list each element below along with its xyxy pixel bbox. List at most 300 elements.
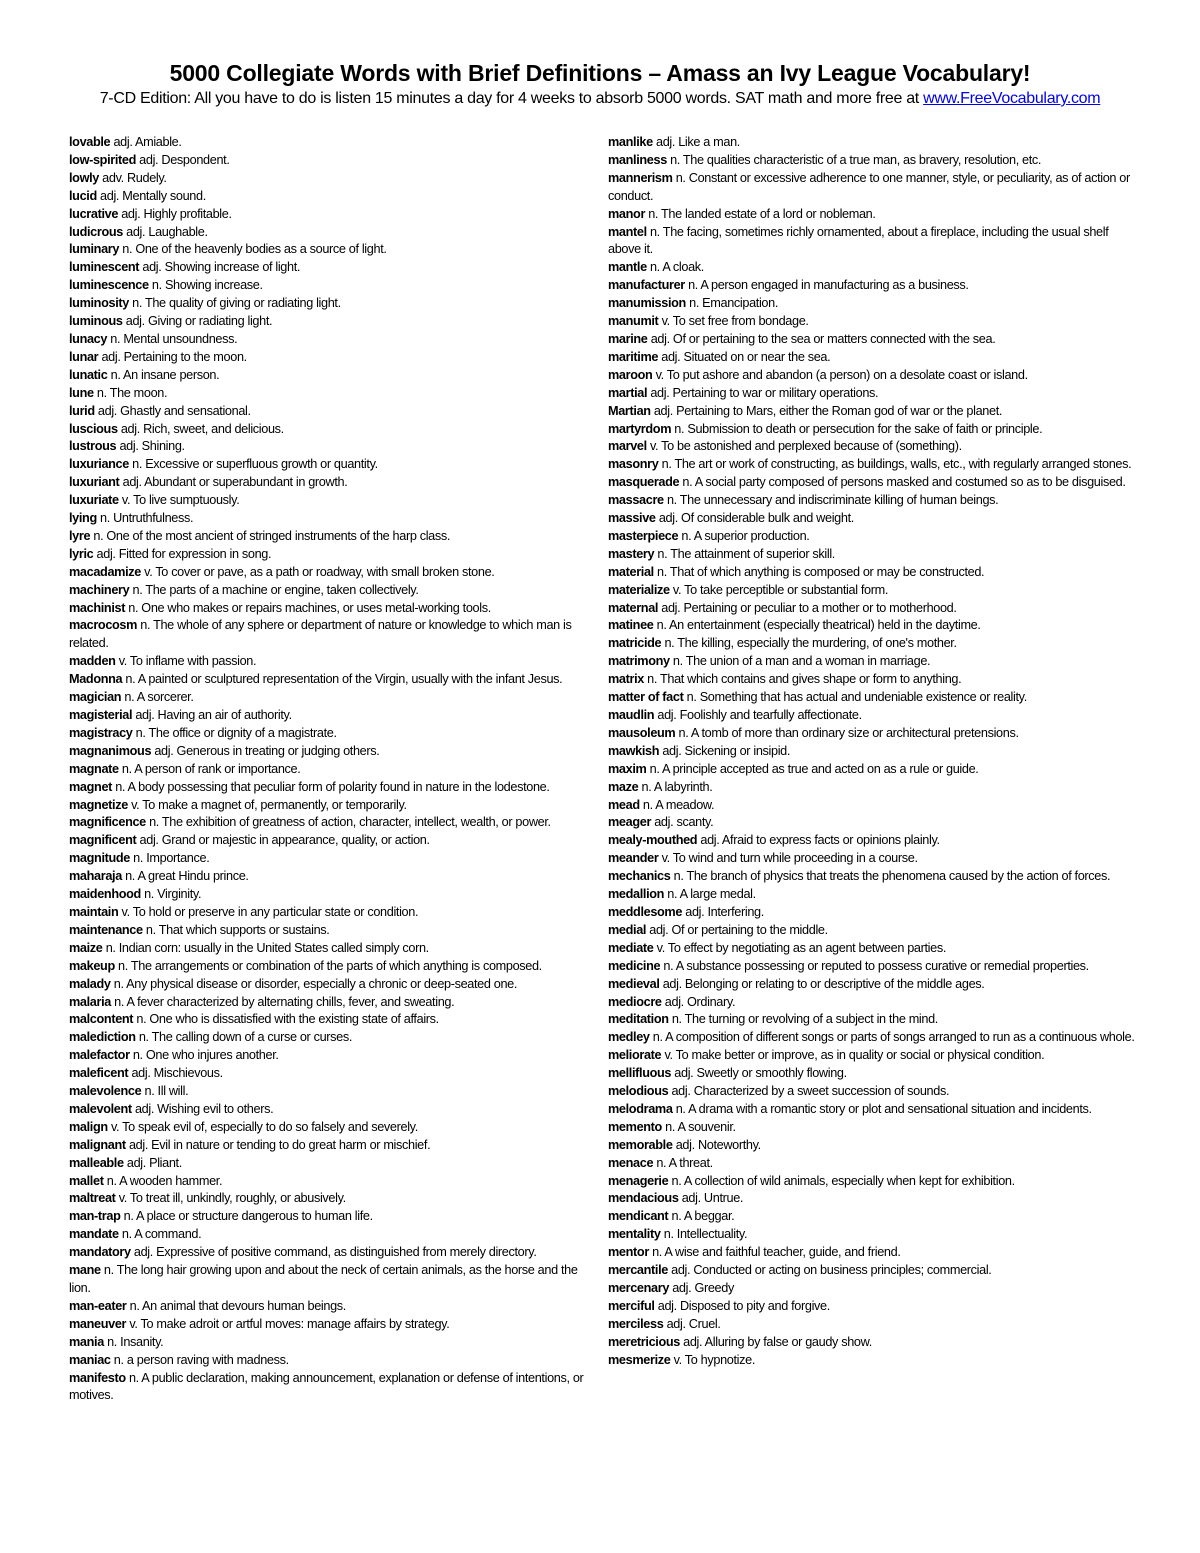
vocab-entry <box>608 313 1136 331</box>
vocab-definition: n. A labyrinth. <box>638 779 713 794</box>
vocab-definition: n. A superior production. <box>678 528 810 543</box>
vocab-entry <box>69 814 585 832</box>
vocab-definition: adj. Of or pertaining to the sea or matters connected with the sea. <box>647 331 996 346</box>
vocab-entry <box>608 994 1136 1012</box>
vocab-word: malevolence <box>69 1084 142 1099</box>
vocab-word: machinist <box>69 600 126 615</box>
vocab-entry <box>69 1119 585 1137</box>
vocab-definition: adj. Shining. <box>116 439 185 454</box>
vocab-definition: adj. Interfering. <box>682 904 764 919</box>
vocab-entry <box>69 528 585 546</box>
vocab-entry <box>69 743 585 761</box>
vocab-definition: n. A drama with a romantic story or plot and sensational situation and incidents. <box>672 1101 1092 1116</box>
vocab-word: maneuver <box>69 1316 127 1331</box>
vocab-definition: n. A person engaged in manufacturing as a business. <box>684 278 969 293</box>
vocab-entry <box>69 510 585 528</box>
vocab-entry <box>608 438 1136 456</box>
vocab-definition: adj. Laughable. <box>122 224 208 239</box>
vocab-entry <box>608 1298 1136 1316</box>
vocab-definition: adj. Of considerable bulk and weight. <box>655 511 854 526</box>
vocab-definition: v. To speak evil of, especially to do so falsely and severely. <box>107 1119 418 1134</box>
vocab-definition: n. A composition of different songs or parts of songs arranged to run as a continuous whole. <box>649 1030 1135 1045</box>
vocab-definition: n. The arrangements or combination of the parts of which anything is composed. <box>114 958 542 973</box>
vocab-entry <box>608 582 1136 600</box>
vocab-word: meditation <box>608 1012 669 1027</box>
vocab-definition: n. A collection of wild animals, especially when kept for exhibition. <box>668 1173 1015 1188</box>
vocab-word: luscious <box>69 421 118 436</box>
vocab-definition: n. Ill will. <box>141 1084 189 1099</box>
vocab-word: masquerade <box>608 475 680 490</box>
vocab-word: mantle <box>608 260 647 275</box>
vocab-definition: n. Virginity. <box>140 887 202 902</box>
vocab-definition: n. The union of a man and a woman in marriage. <box>669 654 931 669</box>
vocab-word: lunacy <box>69 331 108 346</box>
vocab-word: malign <box>69 1119 108 1134</box>
vocab-entry <box>608 134 1136 152</box>
vocab-entry <box>608 492 1136 510</box>
vocab-entry <box>69 850 585 868</box>
vocab-word: lyric <box>69 546 94 561</box>
vocab-entry <box>69 313 585 331</box>
vocab-definition: n. A wooden hammer. <box>103 1173 223 1188</box>
vocab-word: malleable <box>69 1155 124 1170</box>
vocab-word: matinee <box>608 618 654 633</box>
vocab-word: mastery <box>608 546 655 561</box>
vocab-definition: n. A beggar. <box>668 1209 735 1224</box>
vocab-word: lucrative <box>69 206 119 221</box>
vocab-word: mendicant <box>608 1209 669 1224</box>
vocab-definition: adj. Alluring by false or gaudy show. <box>679 1334 872 1349</box>
page-header <box>0 58 1200 110</box>
vocab-entry <box>608 689 1136 707</box>
vocab-word: macrocosm <box>69 618 138 633</box>
vocab-definition: n. A meadow. <box>639 797 715 812</box>
vocab-definition: adj. Cruel. <box>663 1316 721 1331</box>
vocab-definition: n. A principle accepted as true and acted on as a rule or guide. <box>646 761 979 776</box>
vocab-entry <box>69 689 585 707</box>
vocab-word: maintain <box>69 904 119 919</box>
vocab-entry <box>608 224 1136 260</box>
vocab-definition: adj. Pertaining to the moon. <box>98 349 247 364</box>
website-link[interactable]: www.FreeVocabulary.com <box>923 90 1101 107</box>
vocab-entry <box>608 1316 1136 1334</box>
vocab-entry <box>69 474 585 492</box>
vocab-word: mawkish <box>608 743 660 758</box>
vocab-word: maze <box>608 779 639 794</box>
vocab-word: melodious <box>608 1084 669 1099</box>
vocab-word: matter of fact <box>608 690 684 705</box>
vocab-word: macadamize <box>69 564 141 579</box>
vocab-entry <box>608 510 1136 528</box>
vocab-definition: n. A place or structure dangerous to human life. <box>120 1209 373 1224</box>
vocab-word: meager <box>608 815 652 830</box>
vocab-definition: n. A souvenir. <box>661 1119 736 1134</box>
vocab-definition: adj. Grand or majestic in appearance, quality, or action. <box>136 833 430 848</box>
vocab-definition: adj. Showing increase of light. <box>139 260 301 275</box>
vocab-definition: n. One who makes or repairs machines, or uses metal-working tools. <box>125 600 491 615</box>
vocab-word: makeup <box>69 958 115 973</box>
vocab-definition: adj. Untrue. <box>678 1191 744 1206</box>
vocab-entry <box>69 725 585 743</box>
vocab-definition: n. That which contains and gives shape or form to anything. <box>643 672 962 687</box>
vocab-entry <box>608 707 1136 725</box>
vocab-entry <box>608 1190 1136 1208</box>
vocab-entry <box>608 635 1136 653</box>
vocab-definition: v. To be astonished and perplexed because of (something). <box>646 439 962 454</box>
vocab-word: material <box>608 564 654 579</box>
vocab-entry <box>69 707 585 725</box>
vocab-definition: adj. Like a man. <box>652 135 740 149</box>
vocab-entry <box>608 1137 1136 1155</box>
vocab-entry <box>608 779 1136 797</box>
vocab-word: melodrama <box>608 1101 673 1116</box>
vocab-entry <box>608 385 1136 403</box>
vocab-definition: n. That which supports or sustains. <box>142 922 330 937</box>
vocab-word: manliness <box>608 152 667 167</box>
vocab-word: matrix <box>608 672 644 687</box>
vocab-definition: n. A substance possessing or reputed to possess curative or remedial properties. <box>660 958 1089 973</box>
vocab-entry <box>69 1083 585 1101</box>
vocab-word: maharaja <box>69 869 122 884</box>
vocab-entry <box>69 832 585 850</box>
vocab-definition: n. Something that has actual and undeniable existence or reality. <box>683 690 1027 705</box>
vocab-entry <box>69 206 585 224</box>
vocab-entry <box>69 797 585 815</box>
vocab-word: memorable <box>608 1137 673 1152</box>
vocab-entry <box>608 349 1136 367</box>
vocab-word: magnificence <box>69 815 146 830</box>
vocab-entry <box>608 1011 1136 1029</box>
vocab-word: man-eater <box>69 1298 127 1313</box>
vocab-entry <box>69 403 585 421</box>
vocab-definition: n. A cloak. <box>646 260 704 275</box>
vocab-word: luminary <box>69 242 120 257</box>
vocab-definition: v. To take perceptible or substantial form. <box>669 582 889 597</box>
vocab-word: mealy-mouthed <box>608 833 698 848</box>
vocab-word: merciless <box>608 1316 664 1331</box>
left-column <box>69 134 585 1405</box>
vocab-definition: adj. Of or pertaining to the middle. <box>646 922 828 937</box>
vocab-entry <box>608 940 1136 958</box>
vocab-definition: n. Excessive or superfluous growth or quantity. <box>128 457 378 472</box>
vocab-word: mentality <box>608 1227 661 1242</box>
vocab-word: maintenance <box>69 922 143 937</box>
vocab-entry <box>69 1298 585 1316</box>
subtitle-text: 7-CD Edition: All you have to do is listen 15 minutes a day for 4 weeks to absorb 5000 words. SAT math and more free at <box>99 90 919 107</box>
vocab-word: maize <box>69 940 103 955</box>
vocab-entry <box>608 1083 1136 1101</box>
vocab-entry <box>69 617 585 653</box>
vocab-definition: n. An insane person. <box>107 367 220 382</box>
vocab-word: mane <box>69 1263 101 1278</box>
vocab-entry <box>608 868 1136 886</box>
vocab-entry <box>608 421 1136 439</box>
vocab-definition: v. To hold or preserve in any particular state or condition. <box>118 904 419 919</box>
vocab-definition: adj. Ghastly and sensational. <box>94 403 251 418</box>
vocab-word: luminous <box>69 314 123 329</box>
vocab-entry <box>608 976 1136 994</box>
vocab-entry <box>69 1352 585 1370</box>
vocab-definition: n. The qualities characteristic of a true man, as bravery, resolution, etc. <box>666 152 1042 167</box>
vocab-definition: v. To wind and turn while proceeding in a course. <box>658 851 918 866</box>
vocab-entry <box>608 761 1136 779</box>
vocab-entry <box>608 1244 1136 1262</box>
vocab-word: mannerism <box>608 170 673 185</box>
vocab-entry <box>608 1280 1136 1298</box>
vocab-word: memento <box>608 1119 662 1134</box>
vocab-definition: n. The branch of physics that treats the phenomena caused by the action of forces. <box>670 869 1111 884</box>
vocab-entry <box>69 1101 585 1119</box>
vocab-entry <box>69 367 585 385</box>
vocab-definition: n. A tomb of more than ordinary size or architectural pretensions. <box>675 725 1019 740</box>
vocab-entry <box>69 1370 585 1406</box>
vocab-entry <box>69 421 585 439</box>
vocab-entry <box>608 743 1136 761</box>
vocab-word: malefactor <box>69 1048 130 1063</box>
vocab-definition: n. The turning or revolving of a subject in the mind. <box>668 1012 938 1027</box>
vocab-entry <box>69 994 585 1012</box>
vocab-word: mediate <box>608 940 654 955</box>
vocab-word: lunar <box>69 349 99 364</box>
vocab-definition: n. Mental unsoundness. <box>107 331 238 346</box>
vocab-definition: n. That of which anything is composed or may be constructed. <box>653 564 985 579</box>
vocab-definition: n. Untruthfulness. <box>96 511 194 526</box>
vocab-definition: n. Indian corn: usually in the United States called simply corn. <box>102 940 429 955</box>
vocab-word: mesmerize <box>608 1352 671 1367</box>
vocab-word: mechanics <box>608 869 671 884</box>
vocab-entry <box>69 134 585 152</box>
vocab-definition: adj. Rich, sweet, and delicious. <box>117 421 284 436</box>
vocab-entry <box>608 1047 1136 1065</box>
vocab-word: magisterial <box>69 708 133 722</box>
vocab-word: manumit <box>608 314 659 329</box>
vocab-entry <box>69 761 585 779</box>
vocab-entry <box>608 170 1136 206</box>
vocab-definition: adj. Foolishly and tearfully affectionate. <box>654 708 862 722</box>
vocab-definition: adj. Afraid to express facts or opinions plainly. <box>697 833 940 848</box>
vocab-definition: n. The exhibition of greatness of action, character, intellect, wealth, or power. <box>145 815 551 830</box>
vocab-entry <box>608 725 1136 743</box>
vocab-definition: n. One who injures another. <box>129 1048 279 1063</box>
vocab-entry <box>608 546 1136 564</box>
vocab-definition: n. A fever characterized by alternating chills, fever, and sweating. <box>111 994 455 1009</box>
vocab-definition: n. One of the most ancient of stringed instruments of the harp class. <box>90 528 451 543</box>
vocab-entry <box>69 1155 585 1173</box>
vocab-definition: n. An entertainment (especially theatrical) held in the daytime. <box>653 618 981 633</box>
vocab-word: maternal <box>608 600 659 615</box>
vocab-definition: n. Importance. <box>130 851 210 866</box>
vocab-word: mentor <box>608 1245 649 1260</box>
vocab-definition: n. a person raving with madness. <box>110 1352 289 1367</box>
vocab-entry <box>69 1316 585 1334</box>
vocab-definition: adj. Having an air of authority. <box>132 708 292 722</box>
vocab-definition: adj. Wishing evil to others. <box>131 1101 274 1116</box>
vocab-word: low-spirited <box>69 152 136 167</box>
vocab-entry <box>69 922 585 940</box>
vocab-word: magnitude <box>69 851 130 866</box>
vocab-entry <box>608 1155 1136 1173</box>
vocab-definition: adj. Mentally sound. <box>96 188 206 203</box>
vocab-word: manor <box>608 206 646 221</box>
vocab-definition: v. To hypnotize. <box>670 1352 756 1367</box>
vocab-definition: n. One who is dissatisfied with the existing state of affairs. <box>133 1012 439 1027</box>
page-subtitle <box>0 88 1200 110</box>
vocab-word: malaria <box>69 994 111 1009</box>
vocab-definition: n. Insanity. <box>103 1334 164 1349</box>
vocab-word: medley <box>608 1030 650 1045</box>
vocab-entry <box>608 1065 1136 1083</box>
vocab-definition: adj. Abundant or superabundant in growth. <box>119 475 348 490</box>
vocab-word: luminescent <box>69 260 140 275</box>
vocab-entry <box>608 152 1136 170</box>
vocab-entry <box>608 1101 1136 1119</box>
vocab-word: meander <box>608 851 659 866</box>
vocab-definition: adj. Evil in nature or tending to do great harm or mischief. <box>125 1137 431 1152</box>
vocab-entry <box>69 904 585 922</box>
vocab-word: maudlin <box>608 708 655 722</box>
vocab-definition: adj. Ordinary. <box>661 994 736 1009</box>
vocab-entry <box>69 546 585 564</box>
vocab-definition: n. Constant or excessive adherence to one manner, style, or peculiarity, as of action or conduct. <box>608 170 1130 203</box>
vocab-entry <box>608 474 1136 492</box>
vocab-entry <box>608 1029 1136 1047</box>
vocab-definition: adj. Conducted or acting on business principles; commercial. <box>667 1263 992 1278</box>
vocab-definition: n. The art or work of constructing, as buildings, walls, etc., with regularly arranged stones. <box>658 457 1132 472</box>
vocab-word: mercantile <box>608 1263 668 1278</box>
vocab-entry <box>69 1029 585 1047</box>
vocab-entry <box>608 1208 1136 1226</box>
vocab-definition: n. The parts of a machine or engine, taken collectively. <box>129 582 419 597</box>
vocab-entry <box>69 582 585 600</box>
vocab-entry <box>608 456 1136 474</box>
vocab-entry <box>608 886 1136 904</box>
vocab-entry <box>69 224 585 242</box>
vocab-definition: v. To make better or improve, as in quality or social or physical condition. <box>661 1048 1045 1063</box>
vocab-word: massive <box>608 511 656 526</box>
vocab-definition: n. Showing increase. <box>148 278 263 293</box>
vocab-entry <box>608 922 1136 940</box>
vocab-entry <box>69 331 585 349</box>
vocab-word: martyrdom <box>608 421 672 436</box>
vocab-word: lustrous <box>69 439 117 454</box>
vocab-definition: adj. Disposed to pity and forgive. <box>654 1298 830 1313</box>
vocab-entry <box>608 259 1136 277</box>
vocab-word: luxuriant <box>69 475 120 490</box>
vocab-entry <box>608 277 1136 295</box>
vocab-definition: n. Emancipation. <box>685 296 779 311</box>
vocab-entry <box>69 1047 585 1065</box>
vocab-definition: adj. Pliant. <box>123 1155 182 1170</box>
vocab-entry <box>69 152 585 170</box>
vocab-word: masterpiece <box>608 528 679 543</box>
vocab-word: maxim <box>608 761 647 776</box>
vocab-word: malady <box>69 976 111 991</box>
vocab-entry <box>69 1011 585 1029</box>
vocab-word: lunatic <box>69 367 108 382</box>
vocab-word: matricide <box>608 636 662 651</box>
vocab-entry <box>608 295 1136 313</box>
vocab-definition: adj. Characterized by a sweet succession of sounds. <box>668 1084 950 1099</box>
vocab-definition: v. To cover or pave, as a path or roadway, with small broken stone. <box>140 564 495 579</box>
vocab-definition: n. A wise and faithful teacher, guide, and friend. <box>648 1245 901 1260</box>
vocab-definition: n. The long hair growing upon and about the neck of certain animals, as the horse and the lion. <box>69 1263 578 1295</box>
vocab-word: malevolent <box>69 1101 132 1116</box>
vocab-entry <box>608 403 1136 421</box>
vocab-definition: adj. Pertaining to Mars, either the Roman god of war or the planet. <box>650 403 1003 418</box>
vocab-word: magnate <box>69 761 119 776</box>
vocab-definition: v. To make a magnet of, permanently, or temporarily. <box>127 797 407 812</box>
vocab-definition: adj. Situated on or near the sea. <box>658 349 831 364</box>
vocab-definition: n. The calling down of a curse or curses. <box>135 1030 353 1045</box>
vocab-word: mercenary <box>608 1281 670 1295</box>
vocab-definition: adj. Mischievous. <box>128 1066 223 1081</box>
vocab-entry <box>69 1173 585 1191</box>
vocab-entry <box>608 797 1136 815</box>
vocab-definition: adj. Expressive of positive command, as distinguished from merely directory. <box>130 1245 537 1260</box>
vocab-definition: adj. Greedy <box>669 1281 734 1295</box>
vocab-entry <box>608 850 1136 868</box>
vocab-word: massacre <box>608 493 664 508</box>
vocab-entry <box>69 868 585 886</box>
vocab-word: medallion <box>608 887 665 902</box>
vocab-definition: adj. Belonging or relating to or descriptive of the middle ages. <box>659 976 985 991</box>
vocab-word: marine <box>608 331 648 346</box>
vocab-entry <box>608 331 1136 349</box>
vocab-definition: n. The quality of giving or radiating light. <box>128 296 341 311</box>
vocab-entry <box>608 528 1136 546</box>
vocab-definition: v. To live sumptuously. <box>118 493 240 508</box>
vocab-word: malignant <box>69 1137 126 1152</box>
vocab-word: malcontent <box>69 1012 134 1027</box>
vocab-entry <box>69 438 585 456</box>
vocab-word: meretricious <box>608 1334 680 1349</box>
vocab-entry <box>69 600 585 618</box>
vocab-definition: n. A painted or sculptured representation of the Virgin, usually with the infant Jesus. <box>122 672 563 687</box>
vocab-definition: n. A great Hindu prince. <box>121 869 249 884</box>
vocab-definition: adj. Noteworthy. <box>672 1137 761 1152</box>
vocab-word: lowly <box>69 170 99 185</box>
vocab-entry <box>608 1226 1136 1244</box>
vocab-word: martial <box>608 385 648 400</box>
vocab-entry <box>608 367 1136 385</box>
vocab-entry <box>69 295 585 313</box>
vocab-word: mantel <box>608 224 647 239</box>
vocab-entry <box>608 1352 1136 1370</box>
vocab-entry <box>608 1119 1136 1137</box>
vocab-word: meddlesome <box>608 904 683 919</box>
right-column <box>608 134 1136 1370</box>
vocab-entry <box>608 671 1136 689</box>
vocab-entry <box>69 456 585 474</box>
vocab-word: ludicrous <box>69 224 123 239</box>
vocab-definition: n. Any physical disease or disorder, especially a chronic or deep-seated one. <box>110 976 518 991</box>
vocab-definition: n. The killing, especially the murdering, of one's mother. <box>661 636 957 651</box>
vocab-word: mandatory <box>69 1245 131 1260</box>
vocab-entry <box>608 1173 1136 1191</box>
vocab-word: malediction <box>69 1030 136 1045</box>
vocab-definition: n. A large medal. <box>664 887 756 902</box>
vocab-entry <box>69 259 585 277</box>
vocab-entry <box>69 671 585 689</box>
vocab-definition: n. The moon. <box>93 385 168 400</box>
vocab-word: lyre <box>69 528 91 543</box>
vocab-definition: adv. Rudely. <box>98 170 167 185</box>
vocab-word: magistracy <box>69 725 133 740</box>
vocab-definition: n. The whole of any sphere or department of nature or knowledge to which man is related. <box>69 618 572 651</box>
vocab-entry <box>608 832 1136 850</box>
vocab-word: maritime <box>608 349 659 364</box>
vocab-entry <box>608 814 1136 832</box>
